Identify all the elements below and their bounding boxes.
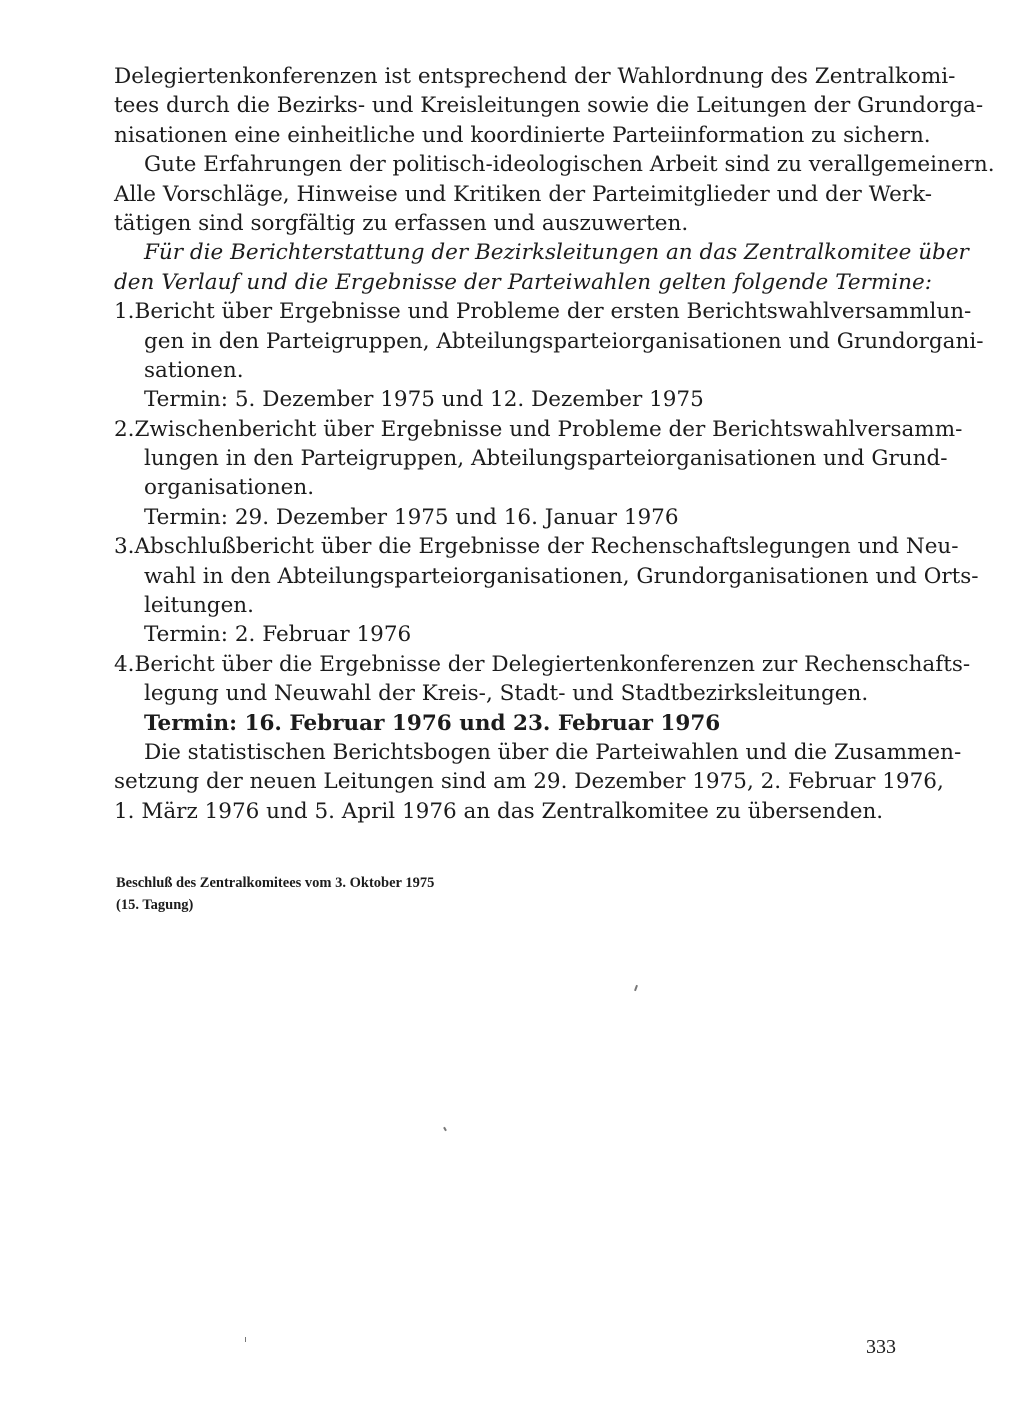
list-item-2-number: 2. (114, 416, 135, 442)
list-item-1-text: Bericht über Ergebnisse und Probleme der ersten Berichtswahlversammlun- (134, 299, 972, 325)
list-item-1-line-3: sationen. (144, 357, 244, 383)
page-number: 333 (866, 1336, 896, 1358)
scan-speck (634, 985, 638, 991)
italic-paragraph-line-2: den Verlauf und die Ergebnisse der Parteiwahlen gelten folgende Termine: (114, 269, 932, 295)
list-item-4-line-2: legung und Neuwahl der Kreis-, Stadt- und Stadtbezirksleitungen. (144, 681, 869, 707)
list-item-2-line-1 (114, 415, 963, 444)
resolution-note-line-1: Beschluß des Zentralkomitees vom 3. Oktober 1975 (116, 875, 435, 891)
paragraph-2-line-1: Gute Erfahrungen der politisch-ideologischen Arbeit sind zu verallgemeinern. (144, 152, 995, 178)
list-item-1-termin: Termin: 5. Dezember 1975 und 12. Dezember 1975 (144, 387, 704, 413)
paragraph-1-line-2: tees durch die Bezirks- und Kreisleitungen sowie die Leitungen der Grundorga- (114, 93, 984, 119)
paragraph-1-line-1: Delegiertenkonferenzen ist entsprechend der Wahlordnung des Zentralkomi- (114, 64, 956, 89)
paragraph-2-line-3: tätigen sind sorgfältig zu erfassen und auszuwerten. (114, 210, 689, 236)
list-item-3-termin: Termin: 2. Februar 1976 (144, 622, 412, 648)
list-item-3-line-2: wahl in den Abteilungsparteiorganisationen, Grundorganisationen und Orts- (144, 563, 979, 589)
list-item-4-termin: Termin: 16. Februar 1976 und 23. Februar 1976 (144, 710, 721, 736)
list-item-3-line-3: leitungen. (144, 593, 254, 619)
paragraph-1-line-3: nisationen eine einheitliche und koordinierte Parteiinformation zu sichern. (114, 122, 931, 148)
list-item-3-number: 3. (114, 534, 135, 560)
paragraph-2-line-2: Alle Vorschläge, Hinweise und Kritiken der Parteimitglieder und der Werk- (114, 181, 932, 207)
final-paragraph-line-2: setzung der neuen Leitungen sind am 29. Dezember 1975, 2. Februar 1976, (114, 769, 944, 795)
list-item-4-text: Bericht über die Ergebnisse der Delegiertenkonferenzen zur Rechenschafts- (134, 651, 971, 677)
document-body (114, 62, 995, 826)
list-item-1-line-1 (114, 297, 972, 326)
scan-speck (443, 1127, 447, 1131)
list-item-4-line-1 (114, 650, 971, 679)
list-item-2-line-2: lungen in den Parteigruppen, Abteilungsparteiorganisationen und Grund- (144, 446, 948, 472)
list-item-2-line-3: organisationen. (144, 475, 315, 501)
list-item-4-number: 4. (114, 651, 135, 677)
resolution-note (116, 872, 434, 916)
list-item-3-line-1 (114, 532, 959, 561)
list-item-2-text: Zwischenbericht über Ergebnisse und Probleme der Berichtswahlversamm- (134, 416, 963, 442)
scan-speck (245, 1337, 246, 1342)
final-paragraph-line-3: 1. März 1976 und 5. April 1976 an das Zentralkomitee zu übersenden. (114, 798, 884, 824)
list-item-1-line-2: gen in den Parteigruppen, Abteilungsparteiorganisationen und Grundorgani- (144, 328, 984, 354)
list-item-3-text: Abschlußbericht über die Ergebnisse der Rechenschaftslegungen und Neu- (134, 534, 959, 560)
final-paragraph-line-1: Die statistischen Berichtsbogen über die Parteiwahlen und die Zusammen- (144, 739, 962, 765)
resolution-note-line-2: (15. Tagung) (116, 897, 194, 913)
list-item-1-number: 1. (114, 299, 135, 325)
italic-paragraph-line-1: Für die Berichterstattung der Bezirksleitungen an das Zentralkomitee über (144, 240, 969, 266)
list-item-2-termin: Termin: 29. Dezember 1975 und 16. Januar 1976 (144, 504, 679, 530)
